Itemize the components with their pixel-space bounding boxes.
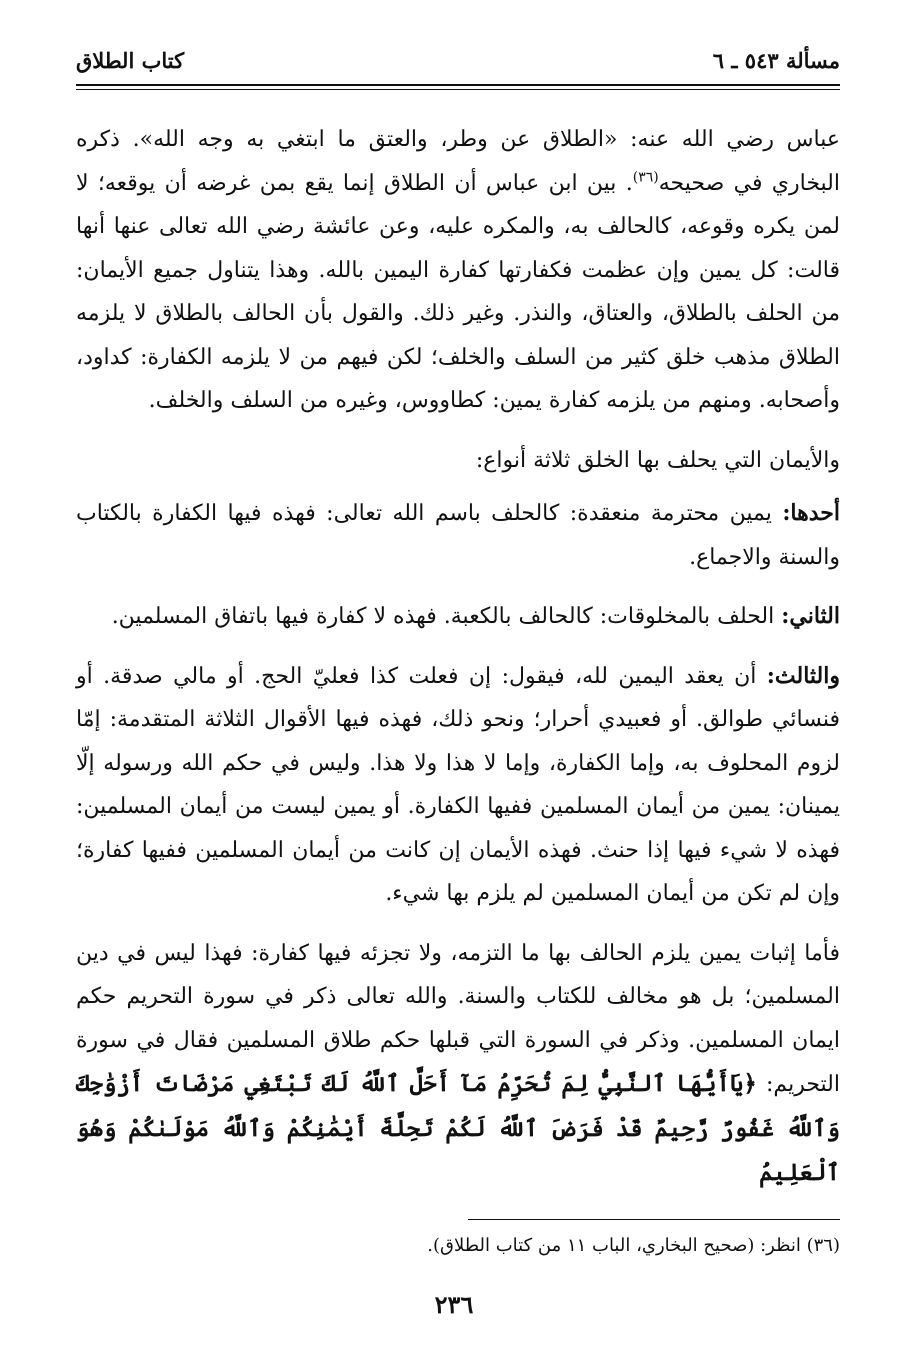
header-rule-thick (76, 84, 840, 86)
page-number: ٢٣٦ (434, 1290, 474, 1319)
item-heading: والثالث: (766, 662, 840, 689)
paragraph: أحدها: يمين محترمة منعقدة: كالحلف باسم الله تعالى: فهذه فيها الكفارة بالكتاب والسنة والاجماع. (76, 500, 840, 570)
paragraph: الثاني: الحلف بالمخلوقات: كالحالف بالكعبة. فهذه لا كفارة فيها باتفاق المسلمين. (111, 603, 840, 629)
running-header (76, 40, 840, 76)
chapter-title: كتاب الطلاق (76, 48, 185, 73)
item-heading: الثاني: (781, 603, 840, 629)
header-rule-thin (76, 89, 840, 90)
paragraph: فأما إثبات يمين يلزم الحالف بها ما التزمه، ولا تجزئه فيها كفارة: فهذا ليس في دين المسلمين؛ بل هو مخالف للكتاب والسنة. والله تعالى ذكر في سورة التحريم حكم ايمان المسلمين. وذكر في السورة التي قبلها حكم طلاق المسلمين فقال في سورة التحريم: ﴿يَاأَيُّهَا ٱلنَّبِيُّ لِمَ تُحَرِّمُ مَآ أَحَلَّ ٱللَّهُ لَكَ تَبْتَغِي مَرْضَاتَ أَزْوَٰجِكَ وَٱللَّهُ غَفُورٌ رَّحِيمٌ قَدْ فَرَضَ ٱللَّهُ لَكُمْ تَحِلَّةَ أَيْمَٰنِكُمْ وَٱللَّهُ مَوْلَىٰكُمْ وَهُوَ ٱلْعَلِيمُ (76, 940, 840, 1186)
footnote-rule (468, 1219, 840, 1220)
issue-number: مسألة ٥٤٣ ـ ٦ (712, 48, 840, 73)
paragraph: عباس رضي الله عنه: «الطلاق عن وطر، والعتق ما ابتغي به وجه الله». ذكره البخاري في صحيحه$^{(٣٦)}$. بين ابن عباس أن الطلاق إنما يقع بمن غرضه أن يوقعه؛ لا لمن يكره وقوعه، كالحالف به، والمكره عليه، وعن عائشة رضي الله تعالى عنها أنها قالت: كل يمين وإن عظمت فكفارتها كفارة اليمين بالله. وهذا يتناول جميع الأيمان: من الحلف بالطلاق، والعتاق، والنذر. وغير ذلك. والقول بأن الحالف بالطلاق لا يلزمه الطلاق مذهب خلق كثير من السلف والخلف؛ لكن فيهم من لا يلزمه الكفارة: كداود، وأصحابه. ومنهم من يلزمه كفارة يمين: كطاووس، وغيره من السلف والخلف. (76, 127, 841, 413)
quran-verse: ﴿يَاأَيُّهَا ٱلنَّبِيُّ لِمَ تُحَرِّمُ مَآ أَحَلَّ ٱللَّهُ لَكَ تَبْتَغِي مَرْضَاتَ أَزْوَٰجِكَ وَٱللَّهُ غَفُورٌ رَّحِيمٌ قَدْ فَرَضَ ٱللَّهُ لَكُمْ تَحِلَّةَ أَيْمَٰنِكُمْ وَٱللَّهُ مَوْلَىٰكُمْ وَهُوَ ٱلْعَلِيمُ (76, 1070, 840, 1186)
item-heading: أحدها: (782, 500, 840, 526)
paragraph: والأيمان التي يحلف بها الخلق ثلاثة أنواع: (475, 447, 840, 473)
main-text (76, 118, 840, 1212)
footnote-ref: (٣٦) (632, 169, 659, 186)
footnote: (٣٦) انظر: (صحيح البخاري، الباب ١١ من كتاب الطلاق). (427, 1235, 840, 1256)
paragraph: والثالث: أن يعقد اليمين لله، فيقول: إن فعلت كذا فعليّ الحج. أو مالي صدقة. أو فنسائي طوالق. أو فعبيدي أحرار؛ ونحو ذلك، فهذه فيها الأقوال الثلاثة المتقدمة: إمّا لزوم المحلوف به، وإما الكفارة، وإما لا هذا ولا هذا. وليس في حكم الله ورسوله إلّا يمينان: يمين من أيمان المسلمين ففيها الكفارة. أو يمين ليست من أيمان المسلمين: فهذه لا شيء فيها إذا حنث. فهذه الأيمان إن كانت من أيمان المسلمين ففيها كفارة؛ وإن لم تكن من أيمان المسلمين لم يلزم بها شيء. (76, 662, 840, 906)
